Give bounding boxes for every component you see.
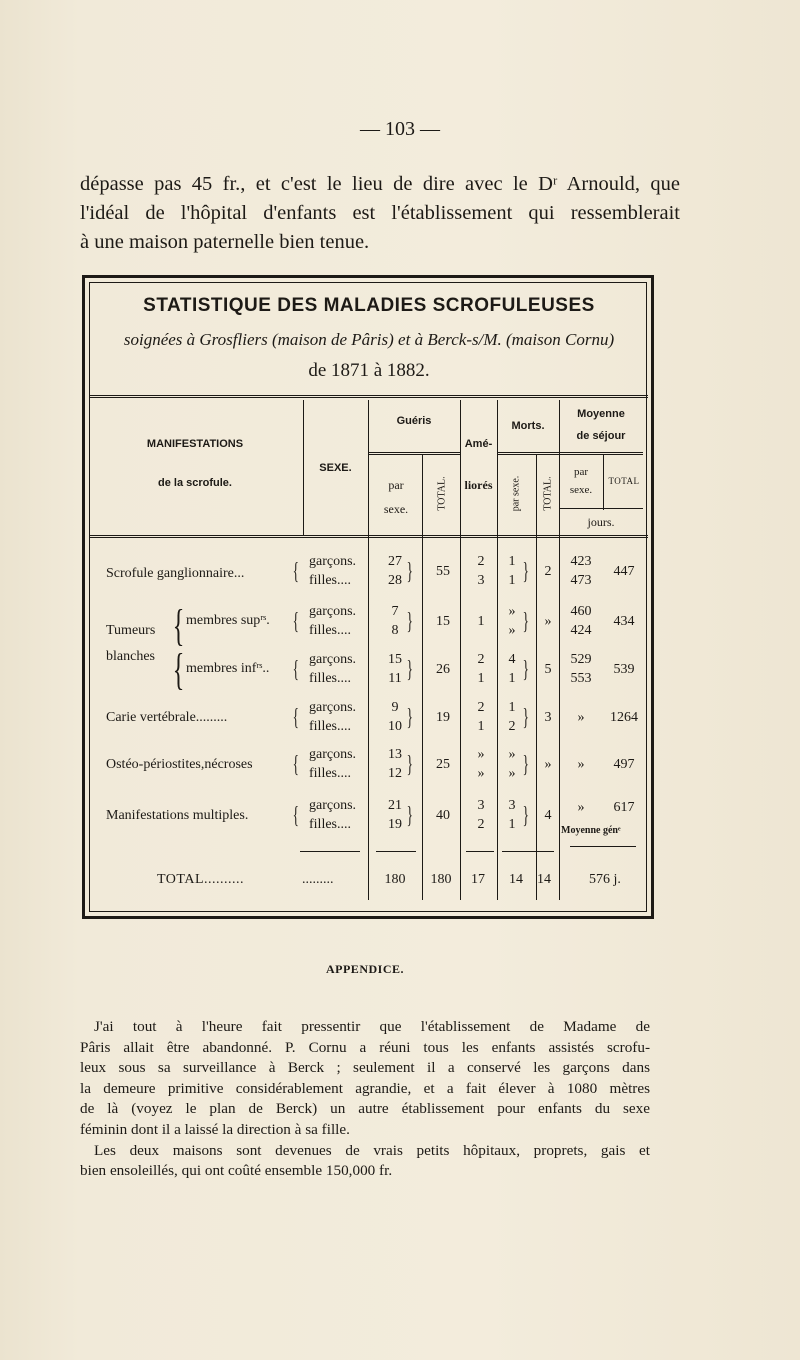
- jours-rule: [559, 508, 643, 509]
- header-rule: [90, 395, 648, 398]
- morts-value: 1: [508, 554, 516, 569]
- total-morts: 14: [509, 872, 523, 887]
- col-rule: [559, 400, 560, 900]
- morts-total: 4: [544, 808, 552, 823]
- sejour-value: 423: [570, 554, 592, 569]
- intro-line: dépasse pas 45 fr., et c'est le lieu de dire avec le Dʳ Arnould, que: [80, 173, 680, 195]
- row-label: membres supʳˢ.: [186, 613, 270, 628]
- brace: }: [406, 559, 413, 585]
- brace: {: [172, 645, 185, 694]
- header-moyenne: Moyenne: [577, 408, 625, 420]
- header-sejour-total: TOTAL: [608, 476, 640, 486]
- gueris-rule: [368, 452, 460, 455]
- sex-label: filles....: [309, 719, 351, 734]
- morts-value: 1: [508, 573, 516, 588]
- row-label: Manifestations multiples.: [106, 808, 249, 823]
- ameliores-value: 2: [477, 700, 485, 715]
- table-subtitle: soignées à Grosfliers (maison de Pâris) et à Berck-s/M. (maison Cornu): [123, 330, 615, 349]
- total-rule: [376, 851, 416, 852]
- sejour-total: 539: [613, 662, 635, 677]
- morts-value: »: [508, 766, 516, 781]
- ameliores-value: 2: [477, 652, 485, 667]
- total-gueris: 180: [384, 872, 406, 887]
- sex-label: garçons.: [309, 652, 357, 667]
- ameliores-value: »: [477, 747, 485, 762]
- appendix-line: la demeure primitive considérablement agrandie, et a fait élever à 1080 mètres: [80, 1079, 650, 1097]
- row-label: membres infʳˢ..: [186, 661, 270, 676]
- brace: {: [292, 752, 299, 778]
- ameliores-value: 1: [477, 614, 485, 629]
- gueris-value: 11: [388, 671, 402, 686]
- gueris-value: 7: [391, 604, 399, 619]
- gueris-value: 15: [388, 652, 402, 667]
- brace: }: [522, 609, 529, 635]
- gueris-value: 13: [388, 747, 402, 762]
- col-rule: [422, 455, 423, 900]
- gueris-total: 25: [436, 757, 450, 772]
- sejour-value: 529: [570, 652, 592, 667]
- total-rule: [300, 851, 360, 852]
- ameliores-value: 1: [477, 671, 485, 686]
- header-morts-par-sexe: par sexe.: [510, 475, 522, 512]
- brace: }: [522, 752, 529, 778]
- gueris-value: 10: [388, 719, 402, 734]
- morts-value: »: [508, 604, 516, 619]
- ameliores-value: 1: [477, 719, 485, 734]
- col-rule: [368, 400, 369, 900]
- header-gueris-par: par: [388, 478, 404, 492]
- sejour-value: 553: [570, 671, 592, 686]
- brace: }: [522, 657, 529, 683]
- sejour-value: 473: [570, 573, 592, 588]
- page-number: — 103 —: [360, 118, 440, 140]
- header-morts: Morts.: [511, 420, 545, 432]
- sex-label: filles....: [309, 817, 351, 832]
- sejour-total: 434: [613, 614, 635, 629]
- sejour-value: »: [577, 710, 585, 725]
- sejour-total: 497: [613, 757, 635, 772]
- header-ame: Amé-: [464, 438, 493, 450]
- header-sejour-par: par: [573, 466, 589, 478]
- sejour-rule: [559, 452, 643, 455]
- morts-value: 3: [508, 798, 516, 813]
- brace: {: [292, 803, 299, 829]
- total-rule: [466, 851, 494, 852]
- header-de-la-scrofule: de la scrofule.: [158, 477, 232, 489]
- header-gueris: Guéris: [396, 415, 432, 427]
- gueris-value: 27: [388, 554, 402, 569]
- gueris-value: 21: [388, 798, 402, 813]
- brace: }: [522, 559, 529, 585]
- morts-total: »: [544, 614, 552, 629]
- morts-value: »: [508, 623, 516, 638]
- header-de-sejour: de séjour: [576, 430, 626, 442]
- header-gueris-total: TOTAL.: [436, 476, 448, 511]
- morts-total: 5: [544, 662, 552, 677]
- morts-value: 1: [508, 671, 516, 686]
- morts-value: »: [508, 747, 516, 762]
- appendix-text: [80, 1017, 650, 1182]
- sejour-total: 447: [613, 564, 635, 579]
- gueris-total: 19: [436, 710, 450, 725]
- table-years: de 1871 à 1882.: [308, 360, 430, 381]
- brace: }: [522, 803, 529, 829]
- brace: {: [292, 657, 299, 683]
- morts-value: 1: [508, 817, 516, 832]
- header-liores: liorés: [464, 478, 493, 492]
- gueris-value: 9: [391, 700, 399, 715]
- sex-label: filles....: [309, 573, 351, 588]
- gueris-total: 55: [436, 564, 450, 579]
- brace: }: [406, 705, 413, 731]
- moyenne-generale-label: Moyenne génᵉ: [561, 825, 621, 836]
- sex-label: garçons.: [309, 700, 357, 715]
- header-sexe: SEXE.: [319, 462, 352, 474]
- brace: {: [292, 705, 299, 731]
- sex-label: garçons.: [309, 747, 357, 762]
- gueris-total: 15: [436, 614, 450, 629]
- total-gueris-total: 180: [430, 872, 452, 887]
- total-ameliores: 17: [471, 872, 485, 887]
- morts-value: 1: [508, 700, 516, 715]
- brace: }: [406, 752, 413, 778]
- sejour-value: »: [577, 800, 585, 815]
- sex-label: garçons.: [309, 554, 357, 569]
- brace: }: [406, 609, 413, 635]
- sejour-total: 1264: [610, 710, 638, 725]
- total-dots: .........: [302, 872, 334, 887]
- morts-total: »: [544, 757, 552, 772]
- row-label: Ostéo-périostites,nécroses: [106, 757, 253, 772]
- morts-value: 4: [508, 652, 516, 667]
- morts-value: 2: [508, 719, 516, 734]
- brace: }: [522, 705, 529, 731]
- appendix-line: J'ai tout à l'heure fait pressentir que l'établissement de Madame de: [94, 1018, 650, 1035]
- sejour-value: 460: [570, 604, 592, 619]
- morts-total: 3: [544, 710, 552, 725]
- sex-label: filles....: [309, 623, 351, 638]
- body-rule: [90, 535, 648, 538]
- sex-label: garçons.: [309, 604, 357, 619]
- gueris-value: 28: [388, 573, 402, 588]
- sejour-value: »: [577, 757, 585, 772]
- header-morts-total: TOTAL.: [542, 476, 554, 511]
- appendix-title: APPENDICE.: [325, 962, 404, 976]
- header-manifestations: MANIFESTATIONS: [146, 438, 244, 450]
- blanches-label: blanches: [106, 649, 155, 664]
- table-title: STATISTIQUE DES MALADIES SCROFULEUSES: [143, 295, 595, 316]
- brace: {: [292, 609, 299, 635]
- intro-line: l'idéal de l'hôpital d'enfants est l'établissement qui ressemblerait: [80, 202, 680, 224]
- gueris-value: 8: [391, 623, 399, 638]
- sex-label: filles....: [309, 766, 351, 781]
- appendix-line: leux sous sa surveillance à Berck ; seulement il a conservé les garçons dans: [80, 1059, 650, 1077]
- header-gueris-sexe: sexe.: [383, 502, 409, 516]
- appendix-line: de là (voyez le plan de Berck) un autre établissement pour enfants du sexe: [80, 1100, 650, 1118]
- ameliores-value: 3: [477, 798, 485, 813]
- sejour-total: 617: [613, 800, 635, 815]
- row-label: Scrofule ganglionnaire...: [106, 566, 245, 581]
- total-rule: [502, 851, 554, 852]
- total-morts-total: 14: [537, 872, 551, 887]
- header-jours: jours.: [587, 515, 615, 529]
- col-rule: [460, 400, 461, 900]
- ameliores-value: 3: [477, 573, 485, 588]
- appendix-line: féminin dont il a laissé la direction à sa fille.: [80, 1120, 350, 1138]
- sex-label: garçons.: [309, 798, 357, 813]
- gueris-total: 40: [436, 808, 450, 823]
- intro-text: [80, 170, 680, 257]
- moyenne-rule: [570, 846, 636, 847]
- gueris-value: 19: [388, 817, 402, 832]
- morts-rule: [497, 452, 559, 455]
- morts-total: 2: [544, 564, 552, 579]
- header-sejour-sexe: sexe.: [569, 484, 593, 496]
- brace: }: [406, 657, 413, 683]
- brace: }: [406, 803, 413, 829]
- total-label: TOTAL..........: [157, 872, 245, 887]
- ameliores-value: 2: [477, 554, 485, 569]
- tumeurs-label: Tumeurs: [106, 623, 156, 638]
- sex-label: filles....: [309, 671, 351, 686]
- brace: {: [292, 559, 299, 585]
- total-sejour: 576 j.: [589, 872, 621, 887]
- ameliores-value: 2: [477, 817, 485, 832]
- ameliores-value: »: [477, 766, 485, 781]
- row-label: Carie vertébrale.........: [106, 710, 228, 725]
- brace: {: [172, 601, 185, 650]
- sejour-value: 424: [570, 623, 592, 638]
- appendix-line: bien ensoleillés, qui ont coûté ensemble 150,000 fr.: [80, 1162, 393, 1180]
- intro-line: à une maison paternelle bien tenue.: [80, 231, 370, 253]
- appendix-line: Les deux maisons sont devenues de vrais petits hôpitaux, proprets, gais et: [94, 1141, 650, 1159]
- appendix-line: Pâris allait être abandonné. P. Cornu a réuni tous les enfants assistés scrofu-: [80, 1038, 650, 1056]
- gueris-total: 26: [436, 662, 450, 677]
- gueris-value: 12: [388, 766, 402, 781]
